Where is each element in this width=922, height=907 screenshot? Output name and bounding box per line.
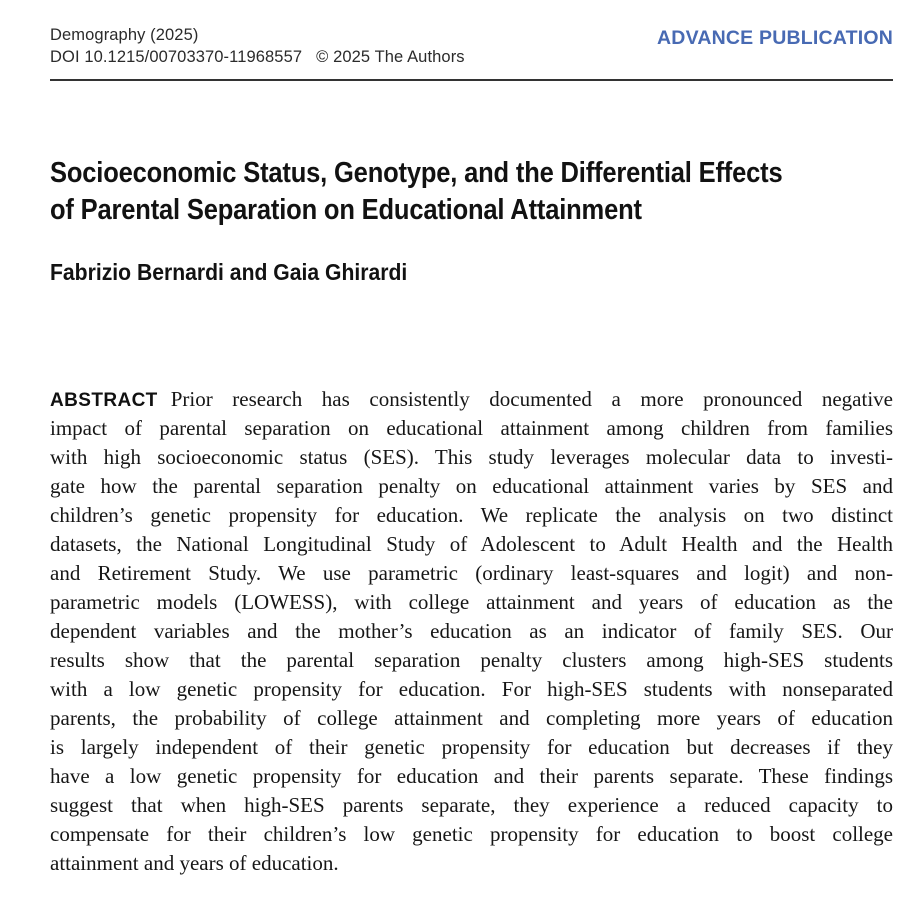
journal-title: Demography (2025) bbox=[50, 26, 199, 44]
abstract-line: with high socioeconomic status (SES). This study leverages molecular data to investi- bbox=[50, 445, 893, 469]
abstract-line: is largely independent of their genetic propensity for education but decreases if they bbox=[50, 735, 893, 759]
advance-publication-badge: ADVANCE PUBLICATION bbox=[657, 27, 893, 49]
abstract-line: results show that the parental separation penalty clusters among high-SES students bbox=[50, 648, 893, 672]
abstract-line: dependent variables and the mother’s education as an indicator of family SES. Our bbox=[50, 619, 893, 643]
abstract-line: compensate for their children’s low genetic propensity for education to boost college bbox=[50, 822, 893, 846]
abstract-section bbox=[50, 385, 893, 878]
abstract-line: have a low genetic propensity for education and their parents separate. These findings bbox=[50, 764, 893, 788]
abstract-label: ABSTRACT bbox=[50, 390, 158, 411]
abstract-line: children’s genetic propensity for education. We replicate the analysis on two distinct bbox=[50, 503, 893, 527]
doi-line bbox=[50, 46, 465, 68]
copyright-notice: © 2025 The Authors bbox=[316, 48, 465, 66]
article-title-line: Socioeconomic Status, Genotype, and the Differential Effects bbox=[50, 157, 783, 189]
abstract-line: parents, the probability of college attainment and completing more years of education bbox=[50, 706, 893, 730]
article-title bbox=[50, 155, 893, 229]
abstract-line: attainment and years of education. bbox=[50, 851, 339, 875]
header-divider bbox=[50, 79, 893, 81]
author-byline: Fabrizio Bernardi and Gaia Ghirardi bbox=[50, 259, 408, 285]
article-title-line: of Parental Separation on Educational Attainment bbox=[50, 194, 642, 226]
abstract-text: Prior research has consistently documented a more pronounced negative bbox=[170, 387, 893, 411]
abstract-line: and Retirement Study. We use parametric (ordinary least-squares and logit) and non- bbox=[50, 561, 893, 585]
abstract-line bbox=[50, 385, 893, 414]
abstract-line: parametric models (LOWESS), with college attainment and years of education as the bbox=[50, 590, 893, 614]
abstract-line: with a low genetic propensity for education. For high-SES students with nonseparated bbox=[50, 677, 893, 701]
doi-text: DOI 10.1215/00703370-11968557 bbox=[50, 48, 303, 66]
page-header bbox=[50, 24, 893, 68]
journal-info bbox=[50, 24, 465, 68]
abstract-line: gate how the parental separation penalty on educational attainment varies by SES and bbox=[50, 474, 893, 498]
abstract-line: datasets, the National Longitudinal Study of Adolescent to Adult Health and the Health bbox=[50, 532, 893, 556]
abstract-line: suggest that when high-SES parents separate, they experience a reduced capacity to bbox=[50, 793, 893, 817]
abstract-line: impact of parental separation on educational attainment among children from families bbox=[50, 416, 893, 440]
